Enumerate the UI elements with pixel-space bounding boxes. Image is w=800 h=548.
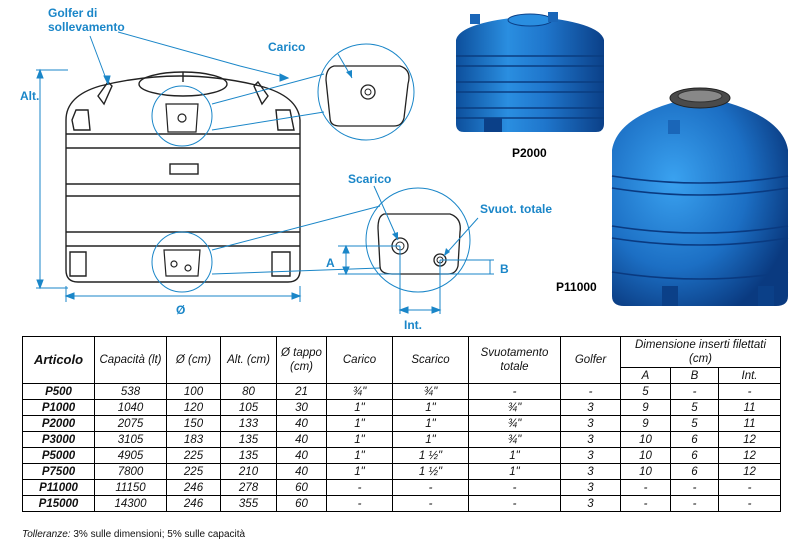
table-cell: 1" [327, 416, 393, 432]
p2000-caption: P2000 [512, 146, 547, 160]
table-cell: 12 [719, 464, 781, 480]
table-cell: 225 [167, 464, 221, 480]
table-cell: - [719, 496, 781, 512]
table-row [23, 448, 781, 464]
table-row [23, 480, 781, 496]
table-cell: - [719, 480, 781, 496]
table-cell: 3105 [95, 432, 167, 448]
table-cell: 6 [671, 448, 719, 464]
table-cell: 40 [277, 416, 327, 432]
header-svuotamento: Svuotamento totale [469, 337, 561, 384]
table-cell: 5 [621, 384, 671, 400]
table-cell: 246 [167, 480, 221, 496]
int-label: Int. [404, 318, 422, 332]
table-cell: 3 [561, 496, 621, 512]
table-row [23, 416, 781, 432]
p11000-tank-image [612, 88, 788, 306]
header-a: A [621, 368, 671, 384]
table-cell: 11 [719, 400, 781, 416]
table-cell: 60 [277, 480, 327, 496]
row-articolo-cell: P15000 [23, 496, 95, 512]
row-articolo-cell: P11000 [23, 480, 95, 496]
golfer-label [48, 6, 125, 34]
table-cell: - [469, 384, 561, 400]
header-capacita: Capacità (lt) [95, 337, 167, 384]
table-cell: 1" [327, 432, 393, 448]
table-row [23, 464, 781, 480]
table-cell: ¾" [327, 384, 393, 400]
table-cell: 1" [327, 464, 393, 480]
table-row [23, 400, 781, 416]
table-cell: 10 [621, 432, 671, 448]
table-cell: - [671, 384, 719, 400]
table-cell: 120 [167, 400, 221, 416]
table-cell: - [327, 496, 393, 512]
table-row [23, 432, 781, 448]
header-tappo: Ø tappo (cm) [277, 337, 327, 384]
golfer-label-line2: sollevamento [48, 20, 125, 34]
scarico-label: Scarico [348, 172, 392, 186]
table-cell: - [327, 480, 393, 496]
height-dimension-line [36, 70, 68, 288]
table-cell: 9 [621, 400, 671, 416]
row-articolo-cell: P7500 [23, 464, 95, 480]
table-cell: 14300 [95, 496, 167, 512]
header-scarico: Scarico [393, 337, 469, 384]
dim-a-label: A [326, 256, 335, 270]
table-cell: 3 [561, 464, 621, 480]
table-cell: 1" [327, 448, 393, 464]
table-cell: 12 [719, 448, 781, 464]
table-cell: 538 [95, 384, 167, 400]
table-cell: - [719, 384, 781, 400]
table-cell: 133 [221, 416, 277, 432]
table-cell: 12 [719, 432, 781, 448]
row-articolo-cell: P5000 [23, 448, 95, 464]
table-cell: 105 [221, 400, 277, 416]
alt-label: Alt. [20, 89, 40, 103]
table-cell: 5 [671, 416, 719, 432]
table-cell: ¾" [469, 400, 561, 416]
table-cell: - [393, 496, 469, 512]
table-row [23, 496, 781, 512]
carico-label: Carico [268, 40, 306, 54]
header-carico: Carico [327, 337, 393, 384]
table-cell: 1 ½" [393, 448, 469, 464]
table-cell: ¾" [469, 432, 561, 448]
table-cell: - [621, 480, 671, 496]
tolerance-note [22, 529, 245, 540]
table-cell: 278 [221, 480, 277, 496]
table-cell: 1 ½" [393, 464, 469, 480]
table-cell: 9 [621, 416, 671, 432]
spec-table [22, 336, 781, 512]
carico-detail-marker [152, 86, 212, 292]
table-cell: 3 [561, 432, 621, 448]
table-cell: 60 [277, 496, 327, 512]
table-cell: 135 [221, 432, 277, 448]
header-b: B [671, 368, 719, 384]
table-cell: 246 [167, 496, 221, 512]
p11000-caption: P11000 [556, 280, 597, 294]
header-alt: Alt. (cm) [221, 337, 277, 384]
table-cell: 1" [393, 416, 469, 432]
table-cell: 80 [221, 384, 277, 400]
table-cell: 4905 [95, 448, 167, 464]
table-cell: - [393, 480, 469, 496]
table-cell: 40 [277, 448, 327, 464]
diameter-dimension-line [66, 286, 300, 302]
table-cell: 10 [621, 448, 671, 464]
table-cell: 11150 [95, 480, 167, 496]
table-cell: 3 [561, 448, 621, 464]
carico-detail [318, 44, 414, 140]
row-articolo-cell: P500 [23, 384, 95, 400]
table-cell: 210 [221, 464, 277, 480]
table-cell: - [561, 384, 621, 400]
row-articolo-cell: P1000 [23, 400, 95, 416]
table-cell: 100 [167, 384, 221, 400]
table-cell: 3 [561, 400, 621, 416]
table-cell: 1" [393, 400, 469, 416]
header-diametro: Ø (cm) [167, 337, 221, 384]
table-cell: - [671, 496, 719, 512]
table-cell: 5 [671, 400, 719, 416]
table-cell: ¾" [469, 416, 561, 432]
table-cell: 2075 [95, 416, 167, 432]
table-cell: - [469, 496, 561, 512]
tolerance-label: Tolleranze: [22, 529, 71, 540]
golfer-label-line1: Golfer di [48, 6, 98, 20]
table-cell: 11 [719, 416, 781, 432]
table-cell: 150 [167, 416, 221, 432]
table-cell: 1" [327, 400, 393, 416]
table-cell: 1040 [95, 400, 167, 416]
table-cell: 6 [671, 464, 719, 480]
table-cell: - [469, 480, 561, 496]
svuot-totale-label: Svuot. totale [480, 202, 553, 216]
table-cell: 10 [621, 464, 671, 480]
dim-b-label: B [500, 262, 509, 276]
table-cell: 40 [277, 464, 327, 480]
header-int: Int. [719, 368, 781, 384]
tolerance-text: 3% sulle dimensioni; 5% sulle capacità [70, 529, 246, 540]
table-cell: - [621, 496, 671, 512]
table-cell: 135 [221, 448, 277, 464]
table-cell: 40 [277, 432, 327, 448]
table-cell: 1" [393, 432, 469, 448]
leader-lines [90, 32, 380, 274]
table-cell: 7800 [95, 464, 167, 480]
table-cell: - [671, 480, 719, 496]
row-articolo-cell: P2000 [23, 416, 95, 432]
table-cell: 1" [469, 448, 561, 464]
row-articolo-cell: P3000 [23, 432, 95, 448]
table-row [23, 384, 781, 400]
diameter-label: Ø [176, 303, 186, 317]
table-cell: 21 [277, 384, 327, 400]
table-cell: ¾" [393, 384, 469, 400]
p2000-tank-image [456, 12, 604, 132]
table-cell: 183 [167, 432, 221, 448]
table-cell: 355 [221, 496, 277, 512]
table-cell: 225 [167, 448, 221, 464]
table-cell: 6 [671, 432, 719, 448]
table-cell: 3 [561, 480, 621, 496]
table-cell: 30 [277, 400, 327, 416]
table-cell: 1" [469, 464, 561, 480]
header-golfer: Golfer [561, 337, 621, 384]
table-cell: 3 [561, 416, 621, 432]
header-articolo: Articolo [23, 337, 95, 384]
header-dimensione: Dimensione inserti filettati (cm) [621, 337, 781, 368]
